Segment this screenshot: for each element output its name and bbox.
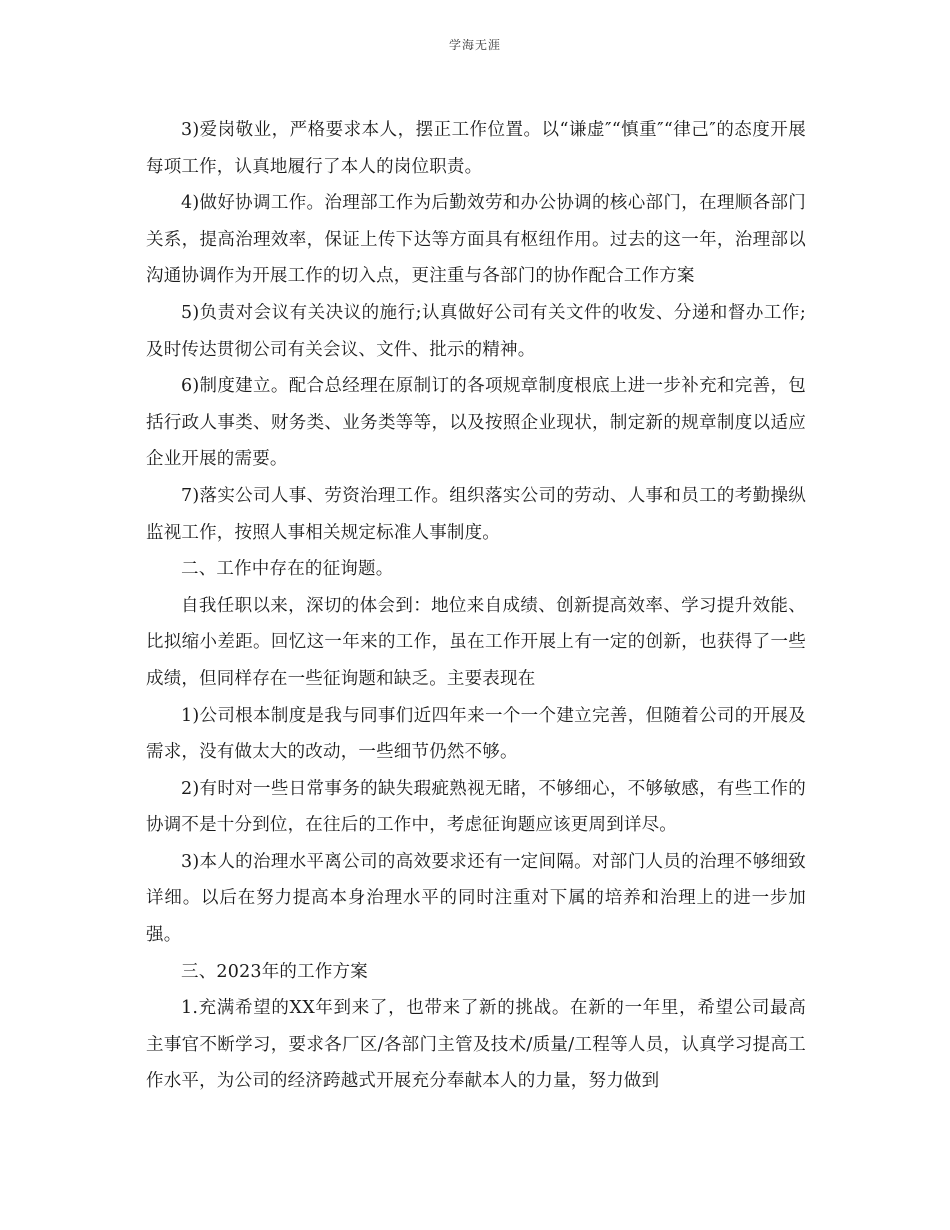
section-heading-problems: 二、工作中存在的征询题。 bbox=[181, 559, 394, 580]
paragraph-duty-7: 7)落实公司人事、劳资治理工作。组织落实公司的劳动、人事和员工的考勤操纵监视工作，按照人事相关规定标准人事制度。 bbox=[146, 485, 806, 543]
paragraph-duty-5: 5)负责对会议有关决议的施行;认真做好公司有关文件的收发、分递和督办工作;及时传达贯彻公司有关会议、文件、批示的精神。 bbox=[146, 302, 806, 360]
paragraph-duty-6: 6)制度建立。配合总经理在原制订的各项规章制度根底上进一步补充和完善，包括行政人事类、财务类、业务类等等，以及按照企业现状，制定新的规章制度以适应企业开展的需要。 bbox=[146, 376, 806, 470]
paragraph-problem-3: 3)本人的治理水平离公司的高效要求还有一定间隔。对部门人员的治理不够细致详细。以后在努力提高本身治理水平的同时注重对下属的培养和治理上的进一步加强。 bbox=[146, 851, 806, 946]
document-body bbox=[146, 112, 806, 1100]
paragraph-problem-1: 1)公司根本制度是我与同事们近四年来一个一个建立完善，但随着公司的开展及需求，没有做太大的改动，一些细节仍然不够。 bbox=[146, 705, 806, 763]
section-heading-plan: 三、2023年的工作方案 bbox=[181, 961, 368, 982]
paragraph-duty-3: 3)爱岗敬业，严格要求本人，摆正工作位置。以“谦虚″“慎重″“律己″的态度开展每项工作，认真地履行了本人的岗位职责。 bbox=[146, 120, 806, 177]
paragraph-duty-4: 4)做好协调工作。治理部工作为后勤效劳和办公协调的核心部门，在理顺各部门关系，提高治理效率，保证上传下达等方面具有枢纽作用。过去的这一年，治理部以沟通协调作为开展工作的切入点，更注重与各部门的协作配合工作方案 bbox=[146, 193, 806, 287]
page-header: 学海无涯 bbox=[448, 38, 501, 52]
paragraph-plan-1: 1.充满希望的XX年到来了，也带来了新的挑战。在新的一年里，希望公司最高主事官不断学习，要求各厂区/各部门主管及技术/质量/工程等人员，认真学习提高工作水平，为公司的经济跨越式开展充分奉献本人的力量，努力做到 bbox=[146, 998, 806, 1092]
paragraph-problem-2: 2)有时对一些日常事务的缺失瑕疵熟视无睹，不够细心，不够敏感，有些工作的协调不是十分到位，在往后的工作中，考虑征询题应该更周到详尽。 bbox=[146, 778, 806, 836]
paragraph-problems-intro: 自我任职以来，深切的体会到：地位来自成绩、创新提高效率、学习提升效能、比拟缩小差距。回忆这一年来的工作，虽在工作开展上有一定的创新，也获得了一些成绩，但同样存在一些征询题和缺乏。主要表现在 bbox=[146, 595, 806, 689]
